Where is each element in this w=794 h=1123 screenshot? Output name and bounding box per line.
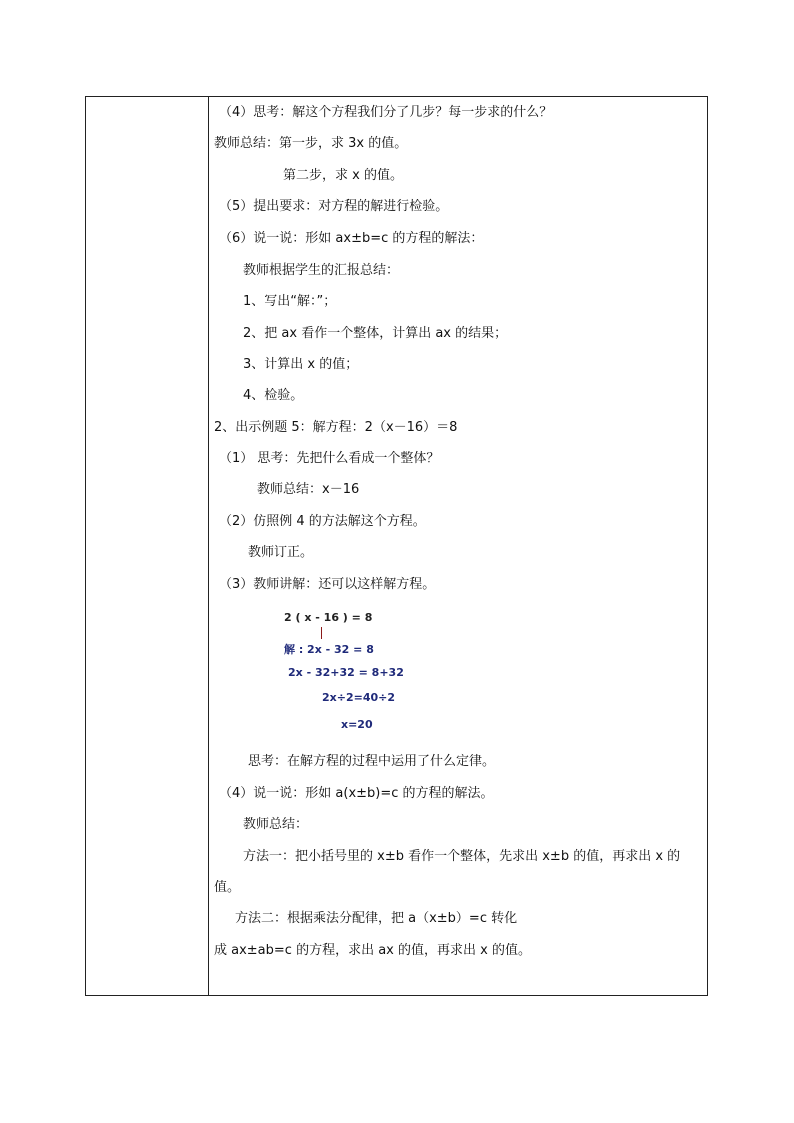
equation-line: 2 ( x - 16 ) = 8 [284,611,373,624]
text-line: 教师根据学生的汇报总结： [243,263,400,278]
text-line: 第二步，求 x 的值。 [283,168,403,183]
solution-step: 解 : 2x - 32 = 8 [284,643,374,656]
text-line: （3）教师讲解：还可以这样解方程。 [219,577,436,592]
column-divider [208,97,209,995]
text-line: 思考：在解方程的过程中运用了什么定律。 [248,754,496,769]
text-line: （4）说一说：形如 a(x±b)=c 的方程的解法。 [219,786,494,801]
text-line: 2、把 ax 看作一个整体，计算出 ax 的结果； [243,326,508,341]
text-line: 1、写出“解：”； [243,294,337,309]
solution-step: 2x÷2=40÷2 [322,691,396,704]
solution-step: 2x - 32+32 = 8+32 [288,666,404,679]
text-line: 3、计算出 x 的值； [243,357,359,372]
solution-result: x=20 [341,718,373,731]
text-line: （2）仿照例 4 的方法解这个方程。 [219,514,426,529]
text-line: 教师总结：第一步，求 3x 的值。 [214,136,408,151]
text-line: 方法一：把小括号里的 x±b 看作一个整体，先求出 x±b 的值，再求出 x 的 [243,849,681,864]
text-line: （1） 思考：先把什么看成一个整体？ [219,451,440,466]
text-line: 2、出示例题 5：解方程：2（x－16）＝8 [214,420,458,435]
text-line: 方法二：根据乘法分配律，把 a（x±b）=c 转化 [235,911,518,926]
text-line: 成 ax±ab=c 的方程，求出 ax 的值，再求出 x 的值。 [214,943,531,958]
text-line: 教师订正。 [248,545,314,560]
text-line: 教师总结：x－16 [257,482,360,497]
text-line: 值。 [214,880,241,895]
text-line: （5）提出要求：对方程的解进行检验。 [219,199,449,214]
text-line: （6）说一说：形如 ax±b=c 的方程的解法： [219,231,484,246]
text-line: 4、检验。 [243,388,304,403]
text-line: （4）思考：解这个方程我们分了几步？每一步求的什么？ [219,105,553,120]
text-cursor [321,627,322,639]
text-line: 教师总结： [243,817,309,832]
